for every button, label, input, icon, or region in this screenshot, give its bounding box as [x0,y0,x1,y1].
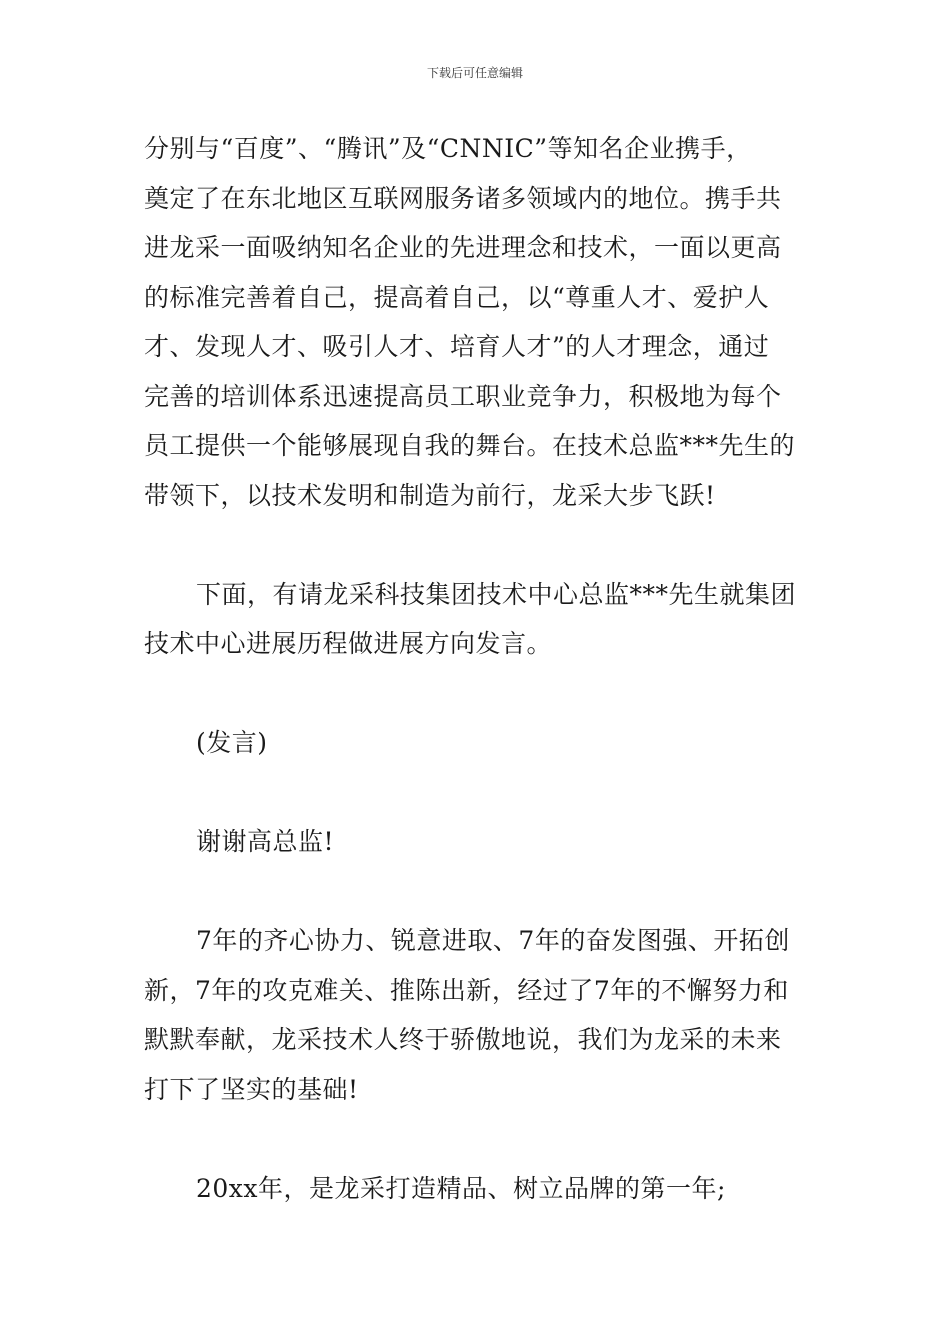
text-line: 20xx年，是龙采打造精品、树立品牌的第一年; [196,1173,726,1203]
text-line: 的标准完善着自己，提高着自己，以“尊重人才、爱护人 [144,282,770,312]
text-line: 奠定了在东北地区互联网服务诸多领域内的地位。携手共 [144,183,782,213]
text-line: 才、发现人才、吸引人才、培育人才”的人才理念，通过 [144,332,770,361]
text-line: 完善的培训体系迅速提高员工职业竞争力，积极地为每个 [144,381,782,411]
text-line: 新，7年的攻克难关、推陈出新，经过了7年的不懈努力和 [144,975,789,1005]
text-line: 下面，有请龙采科技集团技术中心总监***先生就集团 [196,579,797,609]
text-line: 技术中心进展历程做进展方向发言。 [144,629,553,658]
text-line: 员工提供一个能够展现自我的舞台。在技术总监***先生的 [144,431,796,460]
page-header: 下载后可任意编辑 [426,66,523,80]
text-line: 7年的齐心协力、锐意进取、7年的奋发图强、开拓创 [196,926,790,955]
paragraph [144,1164,810,1214]
paragraph [144,916,810,1114]
paragraph [144,570,810,669]
paragraph-gap [144,669,810,719]
text-line: 带领下，以技术发明和制造为前行，龙采大步飞跃! [144,480,716,510]
text-line: 进龙采一面吸纳知名企业的先进理念和技术，一面以更高 [144,233,782,262]
paragraph-gap [144,768,810,818]
document-body [144,124,810,1213]
text-line: 默默奉献，龙采技术人终于骄傲地说，我们为龙采的未来 [144,1025,782,1054]
paragraph-gap [144,1114,810,1164]
paragraph-gap [144,867,810,917]
paragraph [144,718,810,768]
text-line: 打下了坚实的基础! [144,1074,359,1104]
paragraph [144,817,810,867]
text-line: (发言) [196,728,268,757]
text-line: 分别与“百度”、“腾讯”及“CNNIC”等知名企业携手， [144,134,752,163]
text-line: 谢谢高总监! [196,827,335,856]
paragraph-gap [144,520,810,570]
paragraph [144,124,810,520]
